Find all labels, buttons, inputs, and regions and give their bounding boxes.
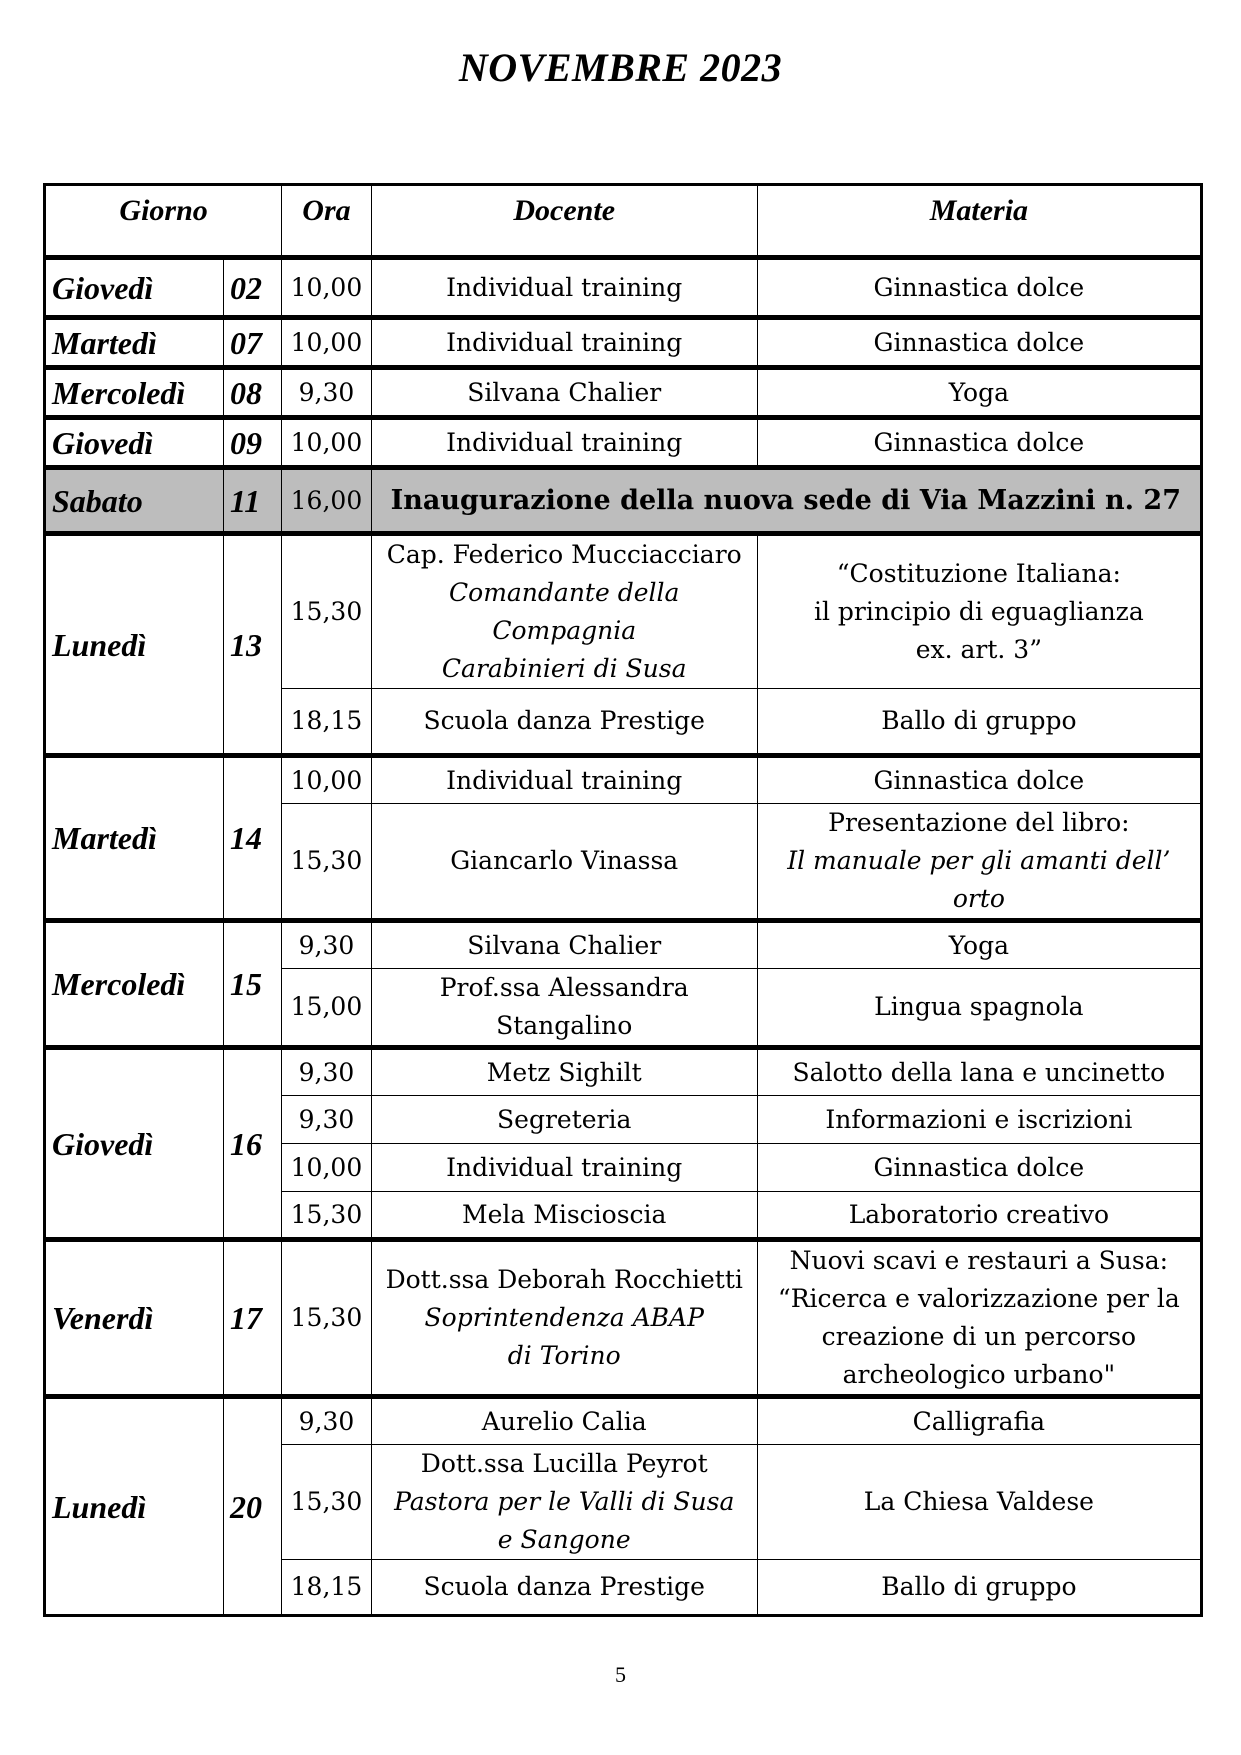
docente-line: Scuola danza Prestige bbox=[423, 706, 705, 735]
time-cell: 15,30 bbox=[282, 1445, 372, 1560]
docente-line: Individual training bbox=[446, 427, 683, 457]
docente-subtitle: di Torino bbox=[507, 1341, 621, 1370]
docente-cell bbox=[371, 368, 757, 418]
table-row bbox=[45, 468, 1202, 534]
materia-cell bbox=[757, 1240, 1201, 1397]
day-date: 16 bbox=[224, 1048, 282, 1240]
day-group bbox=[45, 418, 1202, 468]
materia-cell bbox=[757, 1048, 1201, 1096]
day-group bbox=[45, 756, 1202, 921]
docente-line: Cap. Federico Mucciacciaro bbox=[386, 540, 742, 569]
materia-subtitle: Il manuale per gli amanti dell’ orto bbox=[787, 846, 1171, 913]
materia-cell bbox=[757, 1445, 1201, 1560]
docente-line: Silvana Chalier bbox=[467, 930, 662, 960]
time-cell: 10,00 bbox=[282, 418, 372, 468]
time-cell: 10,00 bbox=[282, 1144, 372, 1192]
day-date: 15 bbox=[224, 921, 282, 1048]
day-name: Giovedì bbox=[45, 1048, 224, 1240]
materia-cell bbox=[757, 689, 1201, 756]
docente-line: Prof.ssa Alessandra Stangalino bbox=[439, 973, 689, 1040]
day-date: 07 bbox=[224, 318, 282, 368]
materia-line: Ginnastica dolce bbox=[873, 427, 1085, 457]
materia-line: Ginnastica dolce bbox=[873, 765, 1085, 795]
docente-cell bbox=[371, 1397, 757, 1445]
table-row bbox=[45, 534, 1202, 689]
day-name: Venerdì bbox=[45, 1240, 224, 1397]
time-cell: 15,00 bbox=[282, 969, 372, 1048]
header-docente: Docente bbox=[371, 185, 757, 258]
docente-cell bbox=[371, 921, 757, 969]
docente-line: Silvana Chalier bbox=[467, 377, 662, 407]
docente-line: Giancarlo Vinassa bbox=[450, 846, 679, 875]
day-name: Mercoledì bbox=[45, 921, 224, 1048]
time-cell: 10,00 bbox=[282, 318, 372, 368]
header-materia: Materia bbox=[757, 185, 1201, 258]
docente-subtitle: Pastora per le Valli di Susa bbox=[394, 1487, 735, 1516]
materia-cell bbox=[757, 1096, 1201, 1144]
materia-line: Ballo di gruppo bbox=[881, 1572, 1077, 1601]
materia-cell bbox=[757, 921, 1201, 969]
page-title: NOVEMBRE 2023 bbox=[458, 45, 783, 90]
time-cell: 9,30 bbox=[282, 1048, 372, 1096]
materia-line: Yoga bbox=[948, 377, 1010, 407]
schedule-table bbox=[43, 183, 1203, 1617]
table-row bbox=[45, 258, 1202, 318]
time-cell: 15,30 bbox=[282, 1240, 372, 1397]
docente-cell bbox=[371, 804, 757, 921]
docente-cell bbox=[371, 969, 757, 1048]
time-cell: 9,30 bbox=[282, 921, 372, 969]
docente-cell bbox=[371, 1240, 757, 1397]
materia-line: “Costituzione Italiana: bbox=[836, 559, 1121, 588]
docente-cell bbox=[371, 418, 757, 468]
materia-line: Yoga bbox=[948, 930, 1010, 960]
materia-line: creazione di un percorso bbox=[821, 1322, 1137, 1351]
day-group bbox=[45, 318, 1202, 368]
time-cell: 9,30 bbox=[282, 1397, 372, 1445]
day-date: 02 bbox=[224, 258, 282, 318]
time-cell: 18,15 bbox=[282, 689, 372, 756]
table-row bbox=[45, 1397, 1202, 1445]
day-group bbox=[45, 468, 1202, 534]
materia-line: Laboratorio creativo bbox=[848, 1199, 1110, 1229]
materia-line: Informazioni e iscrizioni bbox=[825, 1104, 1133, 1134]
docente-subtitle: Carabinieri di Susa bbox=[441, 654, 687, 683]
time-cell: 15,30 bbox=[282, 804, 372, 921]
materia-line: ex. art. 3” bbox=[915, 635, 1042, 664]
day-group bbox=[45, 1240, 1202, 1397]
docente-subtitle: Soprintendenza ABAP bbox=[424, 1303, 704, 1332]
day-name: Lunedì bbox=[45, 534, 224, 756]
table-row bbox=[45, 756, 1202, 804]
event-cell: Inaugurazione della nuova sede di Via Mazzini n. 27 bbox=[371, 468, 1201, 534]
docente-line: Segreteria bbox=[497, 1104, 632, 1134]
time-cell: 9,30 bbox=[282, 368, 372, 418]
table-row bbox=[45, 318, 1202, 368]
docente-line: Metz Sighilt bbox=[486, 1057, 642, 1087]
table-row bbox=[45, 1048, 1202, 1096]
docente-cell bbox=[371, 318, 757, 368]
materia-cell bbox=[757, 804, 1201, 921]
day-name: Sabato bbox=[45, 468, 224, 534]
materia-line: Nuovi scavi e restauri a Susa: bbox=[789, 1246, 1169, 1275]
materia-line: Salotto della lana e uncinetto bbox=[792, 1057, 1166, 1087]
day-group bbox=[45, 921, 1202, 1048]
materia-line: Ballo di gruppo bbox=[881, 706, 1077, 735]
day-date: 17 bbox=[224, 1240, 282, 1397]
materia-cell bbox=[757, 258, 1201, 318]
materia-cell bbox=[757, 1397, 1201, 1445]
docente-line: Individual training bbox=[446, 327, 683, 357]
materia-cell bbox=[757, 756, 1201, 804]
docente-line: Scuola danza Prestige bbox=[423, 1572, 705, 1601]
day-group bbox=[45, 1048, 1202, 1240]
docente-line: Individual training bbox=[446, 272, 683, 302]
time-cell: 10,00 bbox=[282, 258, 372, 318]
table-row bbox=[45, 368, 1202, 418]
docente-line: Mela Miscioscia bbox=[461, 1199, 667, 1229]
day-date: 20 bbox=[224, 1397, 282, 1616]
time-cell: 10,00 bbox=[282, 756, 372, 804]
docente-cell bbox=[371, 1560, 757, 1616]
day-group bbox=[45, 1397, 1202, 1616]
docente-cell bbox=[371, 1192, 757, 1240]
materia-cell bbox=[757, 418, 1201, 468]
table-header bbox=[45, 185, 1202, 258]
materia-line: archeologico urbano" bbox=[842, 1360, 1116, 1389]
day-name: Giovedì bbox=[45, 418, 224, 468]
table-row bbox=[45, 1240, 1202, 1397]
day-date: 08 bbox=[224, 368, 282, 418]
materia-cell bbox=[757, 1192, 1201, 1240]
materia-cell bbox=[757, 318, 1201, 368]
day-date: 09 bbox=[224, 418, 282, 468]
day-name: Lunedì bbox=[45, 1397, 224, 1616]
materia-cell bbox=[757, 368, 1201, 418]
page-number: 5 bbox=[615, 1662, 626, 1687]
time-cell: 15,30 bbox=[282, 534, 372, 689]
day-name: Mercoledì bbox=[45, 368, 224, 418]
docente-cell bbox=[371, 689, 757, 756]
docente-line: Individual training bbox=[446, 765, 683, 795]
docente-subtitle: e Sangone bbox=[497, 1525, 631, 1554]
day-date: 14 bbox=[224, 756, 282, 921]
materia-line: Presentazione del libro: bbox=[828, 808, 1130, 837]
docente-cell bbox=[371, 1144, 757, 1192]
day-date: 13 bbox=[224, 534, 282, 756]
day-group bbox=[45, 258, 1202, 318]
docente-subtitle: Comandante della Compagnia bbox=[449, 578, 680, 645]
docente-line: Dott.ssa Lucilla Peyrot bbox=[420, 1449, 708, 1478]
materia-line: Lingua spagnola bbox=[874, 992, 1084, 1021]
materia-cell bbox=[757, 1560, 1201, 1616]
materia-cell bbox=[757, 969, 1201, 1048]
materia-line: La Chiesa Valdese bbox=[863, 1487, 1094, 1516]
time-cell: 9,30 bbox=[282, 1096, 372, 1144]
table-row bbox=[45, 921, 1202, 969]
materia-line: Ginnastica dolce bbox=[873, 327, 1085, 357]
docente-cell bbox=[371, 534, 757, 689]
header-giorno: Giorno bbox=[45, 185, 282, 258]
docente-line: Individual training bbox=[446, 1152, 683, 1182]
materia-cell bbox=[757, 1144, 1201, 1192]
header-ora: Ora bbox=[282, 185, 372, 258]
day-name: Martedì bbox=[45, 318, 224, 368]
docente-cell bbox=[371, 1445, 757, 1560]
materia-cell bbox=[757, 534, 1201, 689]
docente-cell bbox=[371, 1096, 757, 1144]
materia-line: Calligrafia bbox=[912, 1406, 1046, 1436]
docente-cell bbox=[371, 1048, 757, 1096]
table-row bbox=[45, 418, 1202, 468]
docente-cell bbox=[371, 756, 757, 804]
day-group bbox=[45, 534, 1202, 756]
day-name: Giovedì bbox=[45, 258, 224, 318]
docente-cell bbox=[371, 258, 757, 318]
time-cell: 18,15 bbox=[282, 1560, 372, 1616]
time-cell: 15,30 bbox=[282, 1192, 372, 1240]
day-name: Martedì bbox=[45, 756, 224, 921]
docente-line: Dott.ssa Deborah Rocchietti bbox=[385, 1265, 743, 1294]
materia-line: “Ricerca e valorizzazione per la bbox=[777, 1284, 1180, 1313]
materia-line: Ginnastica dolce bbox=[873, 1152, 1085, 1182]
docente-line: Aurelio Calia bbox=[481, 1406, 647, 1436]
materia-line: il principio di eguaglianza bbox=[813, 597, 1144, 626]
materia-line: Ginnastica dolce bbox=[873, 272, 1085, 302]
time-cell: 16,00 bbox=[282, 468, 372, 534]
day-date: 11 bbox=[224, 468, 282, 534]
day-group bbox=[45, 368, 1202, 418]
